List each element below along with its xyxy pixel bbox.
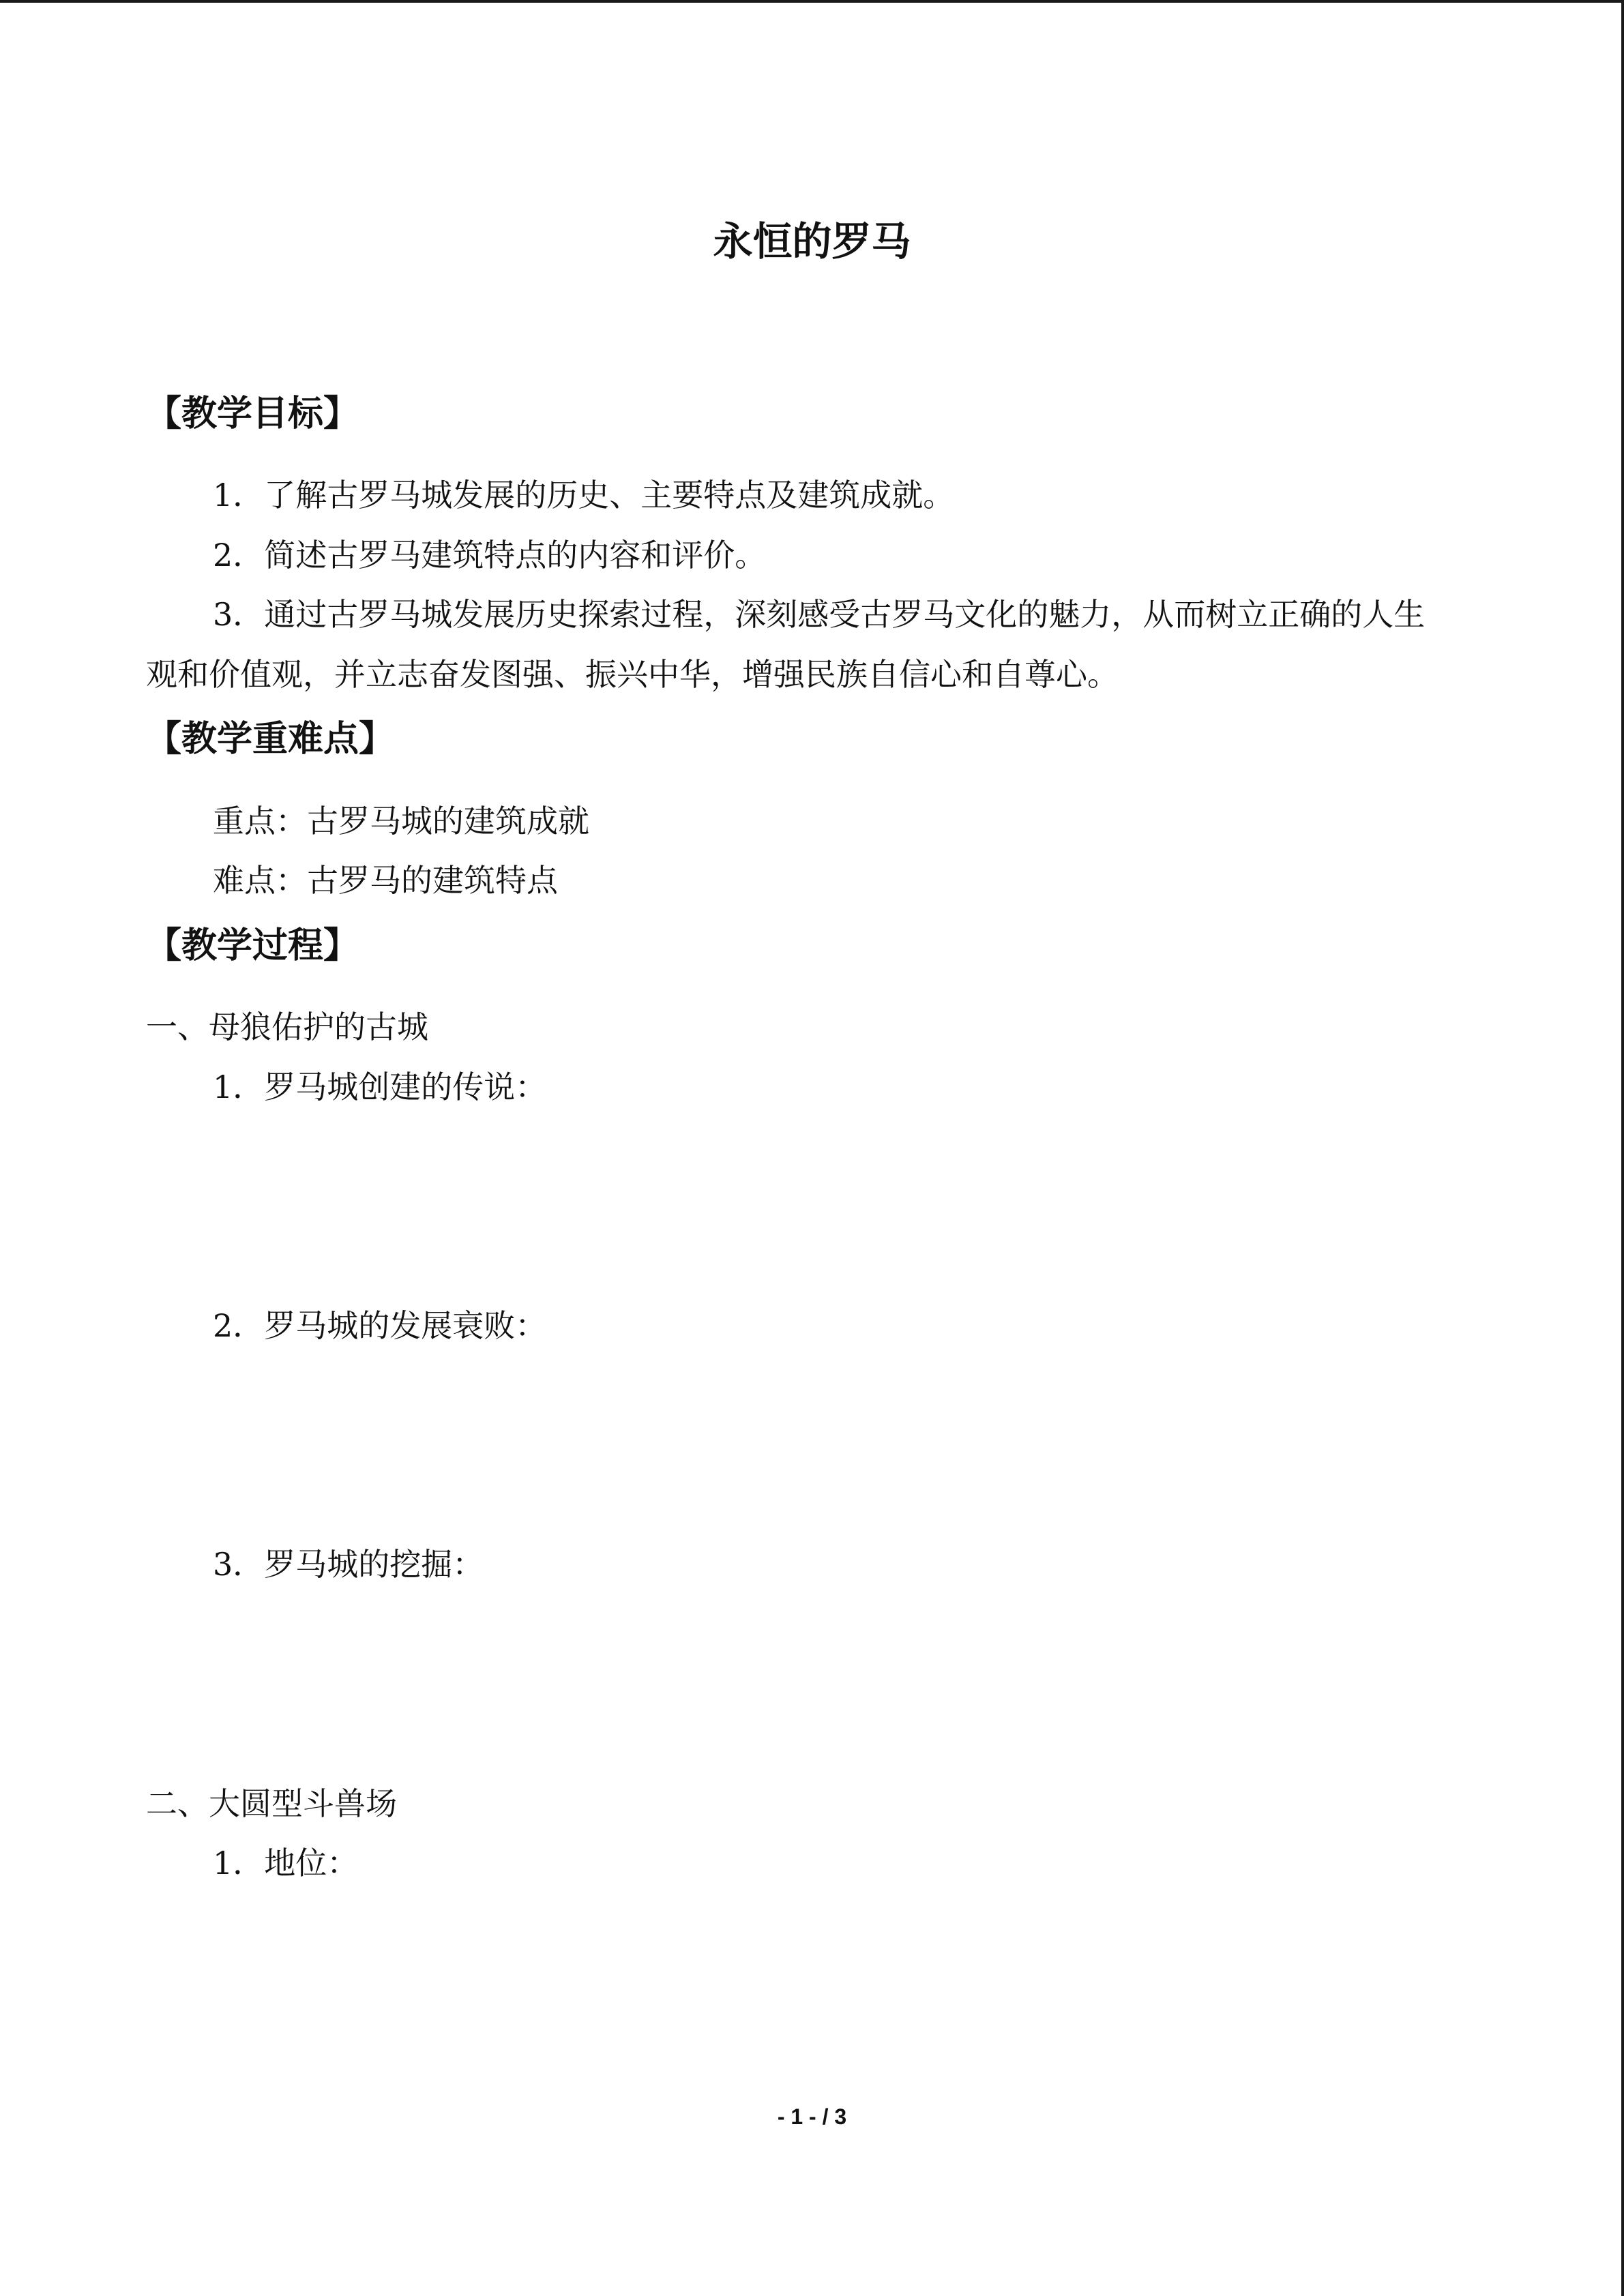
page-number: - 1 - / 3 <box>777 2104 847 2129</box>
objective-item-3-continued: 观和价值观，并立志奋发图强、振兴中华，增强民族自信心和自尊心。 <box>146 656 1119 693</box>
objective-item-3: 3．通过古罗马城发展历史探索过程，深刻感受古罗马文化的魅力，从而树立正确的人生 <box>213 596 1426 633</box>
process-part1-title: 一、母狼佑护的古城 <box>146 1009 428 1045</box>
difficult-point-item: 难点：古罗马的建筑特点 <box>213 862 558 899</box>
page-top-border <box>0 0 1624 3</box>
process-part1-item-2: 2．罗马城的发展衰败： <box>213 1307 547 1344</box>
objective-item-2: 2．简述古罗马建筑特点的内容和评价。 <box>213 537 767 573</box>
key-point-item: 重点：古罗马城的建筑成就 <box>213 803 589 839</box>
process-part1-item-1: 1．罗马城创建的传说： <box>213 1069 547 1105</box>
process-heading: 【教学过程】 <box>146 925 359 966</box>
page-right-border <box>1621 0 1624 2296</box>
process-part2-title: 二、大圆型斗兽场 <box>146 1785 397 1822</box>
process-part1-item-3: 3．罗马城的挖掘： <box>213 1546 484 1583</box>
objectives-heading: 【教学目标】 <box>146 393 359 434</box>
document-title: 永恒的罗马 <box>713 218 911 265</box>
objective-item-1: 1．了解古罗马城发展的历史、主要特点及建筑成就。 <box>213 477 955 513</box>
process-part2-item-1: 1．地位： <box>213 1845 359 1881</box>
key-points-heading: 【教学重难点】 <box>146 718 395 760</box>
